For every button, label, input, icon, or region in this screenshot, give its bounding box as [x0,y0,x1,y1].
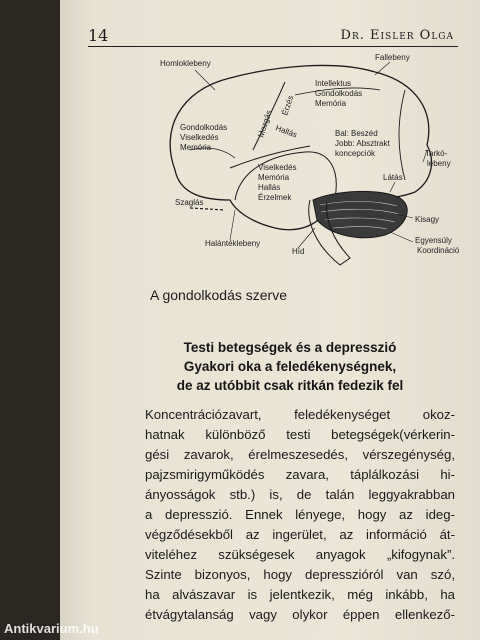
label-erzelmek: Érzelmek [258,193,292,202]
body-paragraph [145,405,455,625]
heading-line-2: Gyakori oka a feledékenységnek, [183,359,397,374]
heading-line-3: de az utóbbit csak ritkán fedezik fel [176,378,404,393]
figure-caption: A gondolkodás szerve [150,287,287,303]
body-line: ha alvászavar is jelentkezik, még inkább, ha [145,587,455,602]
body-line: viteléhez szükségesek anyagok „kifogynak”. [145,547,455,562]
label-halantek: Halántéklebeny [205,239,261,248]
running-header [88,26,458,47]
olfactory-bulb [190,208,225,210]
label-koordinacio: Koordináció [417,246,460,255]
body-line: hatnak különböző testi betegségek(vérkerin- [145,427,455,442]
label-viselkedes-mid: Viselkedés [258,163,297,172]
label-szaglas: Szaglás [175,198,204,207]
label-gondolkodas-top: Gondolkodás [315,89,363,98]
label-hallas-mid: Hallás [258,183,281,192]
label-erzes: Érzés [280,94,296,117]
brain-diagram [135,50,480,282]
label-gondolkodas-left: Gondolkodás [180,123,228,132]
body-line: Szinte bizonyos, hogy depresszióról van szó, [145,567,455,582]
label-jobb-absztrakt: Jobb: Absztrakt [335,139,390,148]
label-hallas-diag: Hallás [274,123,299,140]
label-intellektus: Intellektus [315,79,352,88]
label-kisagy: Kisagy [415,215,440,224]
body-line: étvágytalanság vagy olykor éppen ellenkező- [145,607,455,622]
heading-line-1: Testi betegségek és a depresszió [183,340,397,355]
body-line: gési zavarok, érelmeszesedés, vérszegénység, [145,447,455,462]
label-mozgas: Mozgás [256,109,274,139]
body-line: ányosságok stb.) is, de talán leggyakrabban [145,487,455,502]
label-viselkedes-left: Viselkedés [180,133,219,142]
body-line: végződésekből az ingerület, az információ át- [145,527,455,542]
label-tarko: Tarkó- [425,149,448,158]
section-heading [130,338,450,395]
label-memoria-mid: Memória [258,173,290,182]
label-memoria-top: Memória [315,99,347,108]
watermark: Antikvarium.hu [4,621,99,636]
author-name: Dr. Eisler Olga [340,28,454,43]
label-lebeny: lebeny [427,159,451,168]
label-egyensuly: Egyensúly [415,236,452,245]
occipital-sulcus [399,90,405,180]
label-bal-beszed: Bal: Beszéd [335,129,378,138]
body-line: a depresszió. Ennek lényege, hogy az ideg- [145,507,455,522]
body-line: pajzsmirigyműködés zavara, táplálkozási hi- [145,467,455,482]
body-line: Koncentrációzavart, feledékenységet okoz- [145,407,455,422]
page-number: 14 [88,26,109,45]
label-koncepciok: koncepciók [335,149,376,158]
label-latas: Látás [383,173,403,182]
label-homloklebeny: Homloklebeny [160,59,211,68]
label-fallebeny: Fallebeny [375,53,410,62]
label-hid: Híd [292,247,305,256]
label-memoria-left: Memória [180,143,212,152]
